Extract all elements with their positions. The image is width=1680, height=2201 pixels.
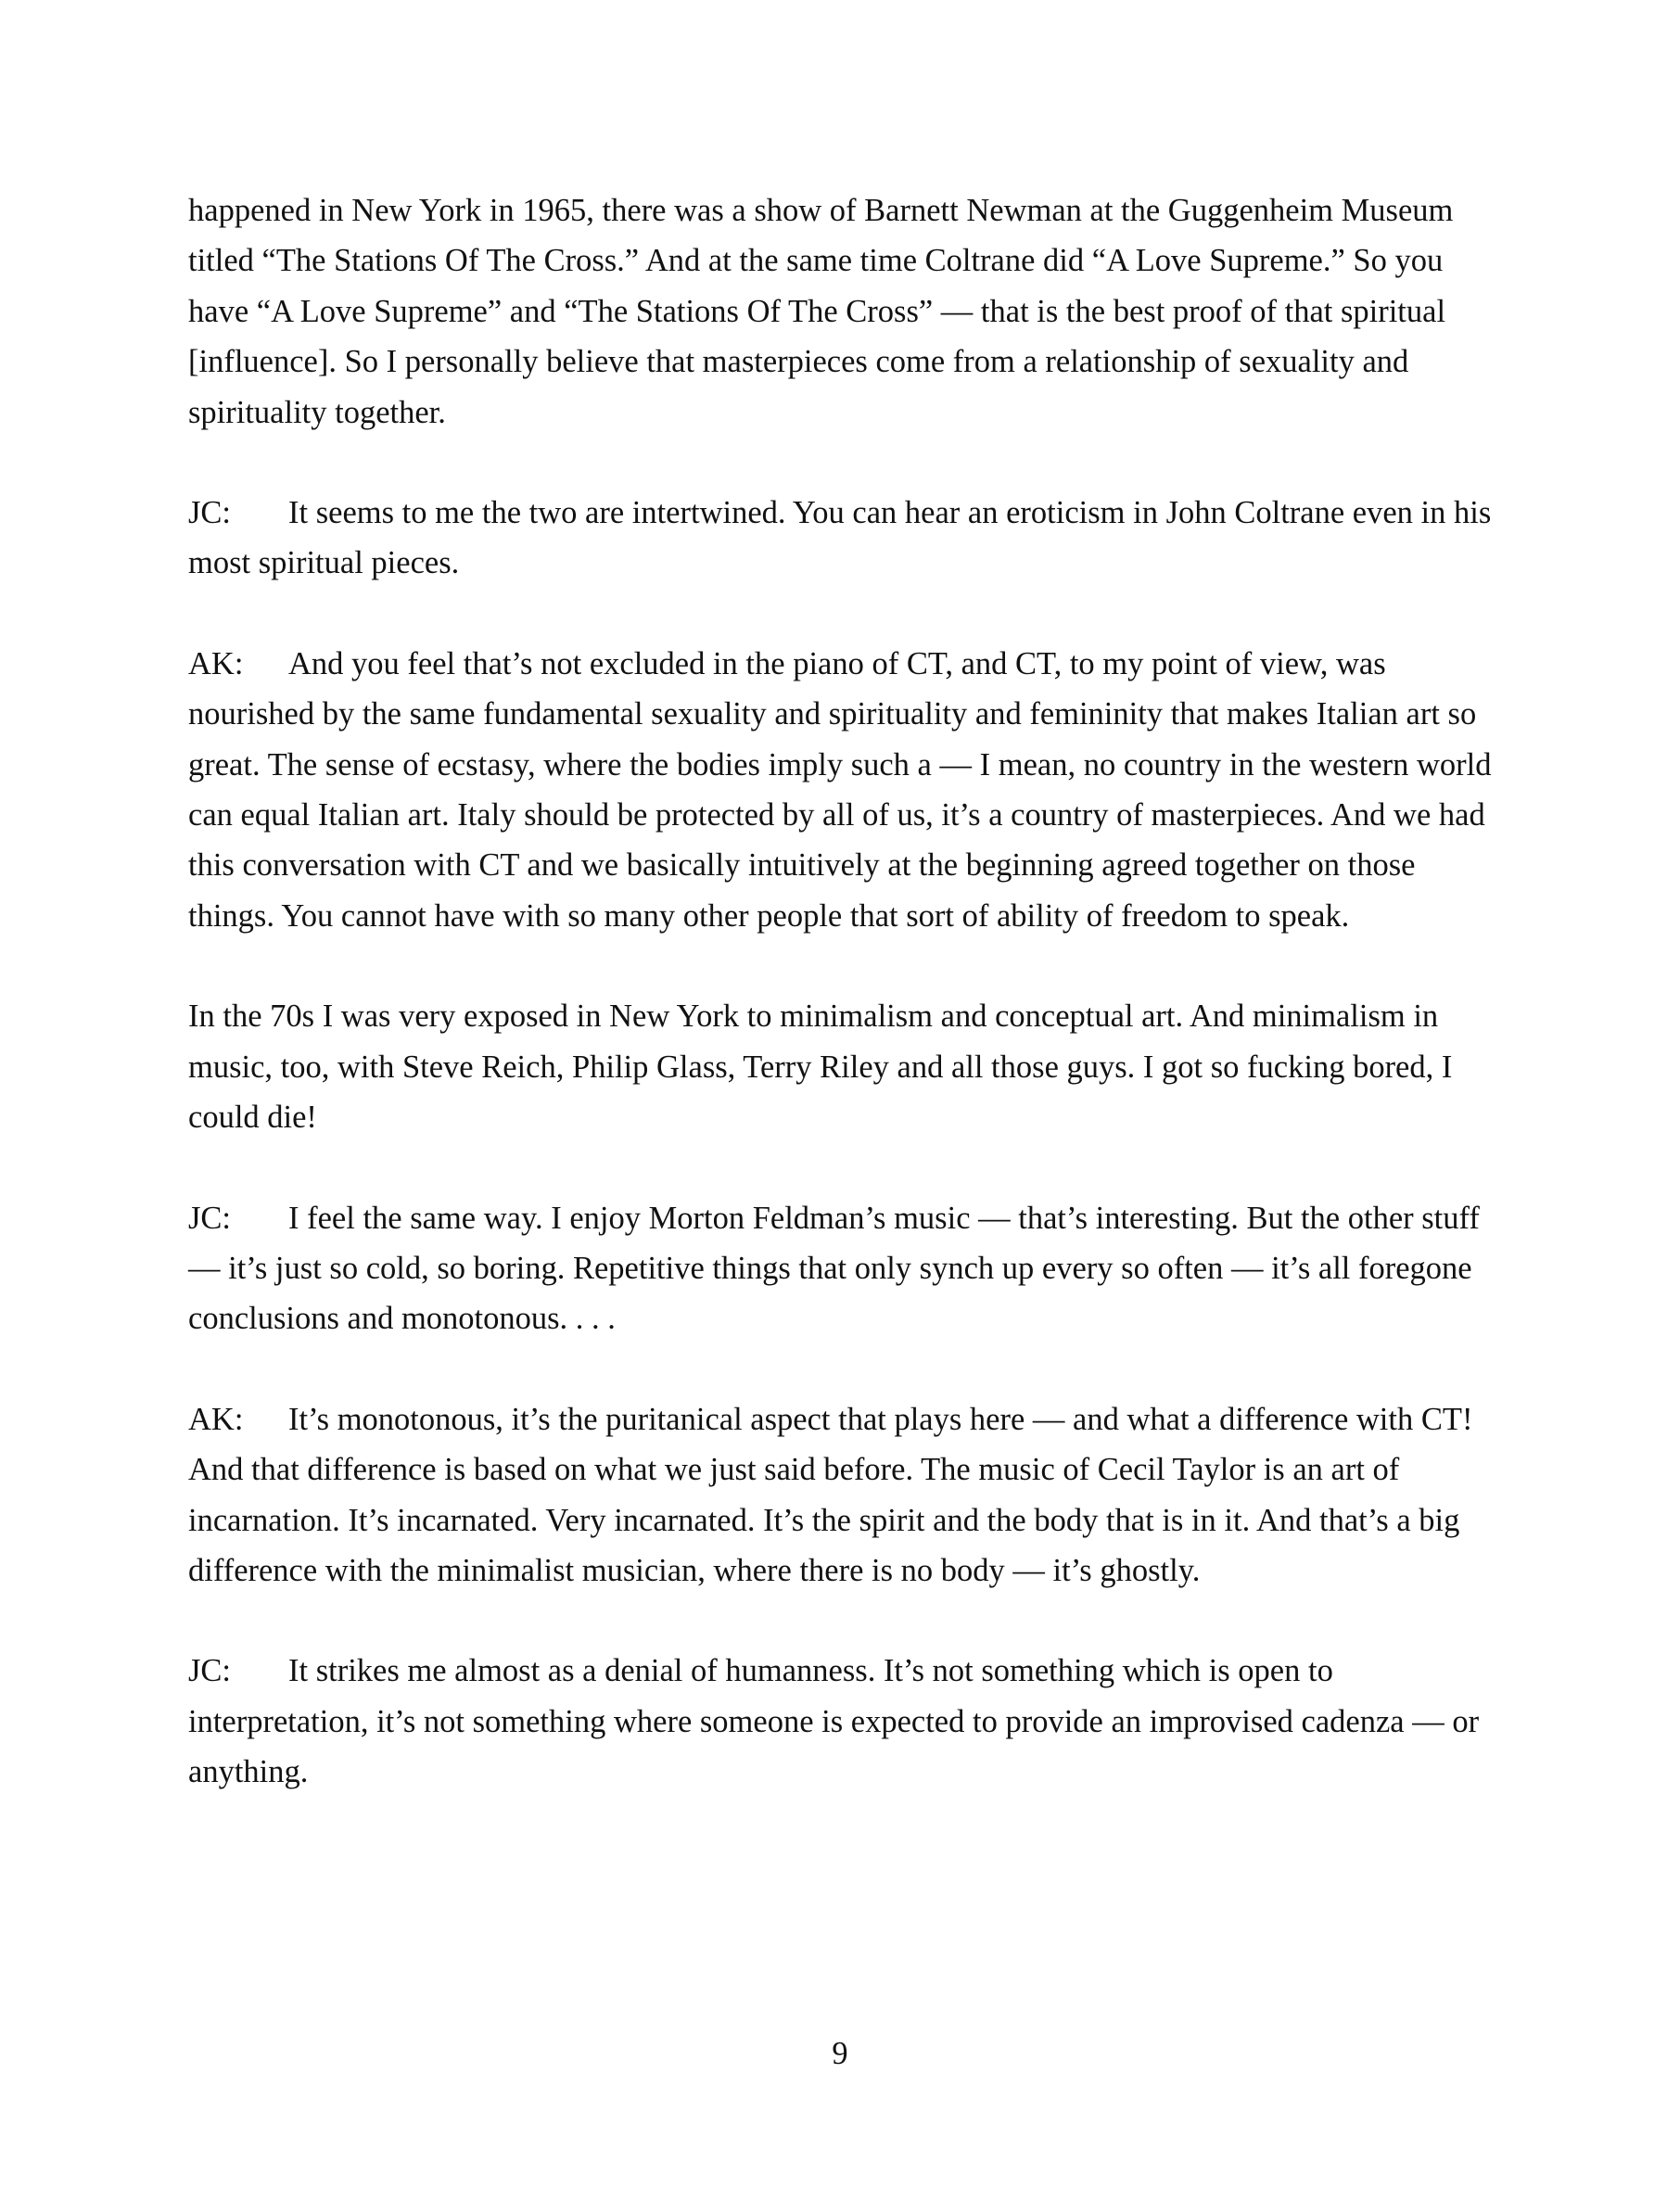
interview-transcript (188, 185, 1505, 1848)
paragraph-ak-continued (188, 991, 1505, 1142)
paragraph-text: And you feel that’s not excluded in the piano of CT, and CT, to my point of view, was nourished by the same fundamental sexuality and spirituality and femininity that makes Italian art so great. The sense of ecstasy, where the bodies imply such a — I mean, no country in the western world can equal Italian art. Italy should be protected by all of us, it’s a country of masterpieces. And we had this conversation with CT and we basically intuitively at the beginning agreed together on those things. You cannot have with so many other people that sort of ability of freedom to speak. (188, 645, 1492, 934)
paragraph-text: happened in New York in 1965, there was a show of Barnett Newman at the Guggenheim Museum titled “The Stations Of The Cross.” And at the same time Coltrane did “A Love Supreme.” So you have “A Love Supreme” and “The Stations Of The Cross” — that is the best proof of that spiritual [influence]. So I personally believe that masterpieces come from a relationship of sexuality and spirituality together. (188, 193, 1454, 430)
paragraph-text: It strikes me almost as a denial of humanness. It’s not something which is open to interpretation, it’s not something where someone is expected to provide an improvised cadenza — or anything. (188, 1653, 1480, 1790)
paragraph-ak (188, 639, 1505, 941)
paragraph-jc (188, 488, 1505, 589)
paragraph-jc (188, 1193, 1505, 1344)
speaker-label: JC: (188, 1200, 232, 1236)
speaker-label: JC: (188, 1653, 232, 1689)
paragraph-text: In the 70s I was very exposed in New York to minimalism and conceptual art. And minimalism in music, too, with Steve Reich, Philip Glass, Terry Riley and all those guys. I got so fucking bored, I could die! (188, 999, 1453, 1136)
speaker-label: AK: (188, 645, 244, 681)
paragraph-ak (188, 1394, 1505, 1597)
paragraph-text: It seems to me the two are intertwined. You can hear an eroticism in John Coltrane even in his most spiritual pieces. (188, 495, 1492, 581)
paragraph-text: I feel the same way. I enjoy Morton Feldman’s music — that’s interesting. But the other stuff — it’s just so cold, so boring. Repetitive things that only synch up every so often — it’s all foregone conclusions and monotonous. . . . (188, 1200, 1480, 1337)
speaker-label: JC: (188, 495, 232, 531)
paragraph-text: It’s monotonous, it’s the puritanical aspect that plays here — and what a difference with CT! And that difference is based on what we just said before. The music of Cecil Taylor is an art of incarnation. It’s incarnated. Very incarnated. It’s the spirit and the body that is in it. And that’s a big difference with the minimalist musician, where there is no body — it’s ghostly. (188, 1401, 1473, 1588)
paragraph-jc (188, 1646, 1505, 1797)
page-number: 9 (832, 2036, 848, 2071)
speaker-label: AK: (188, 1401, 244, 1437)
paragraph-continued (188, 185, 1505, 438)
